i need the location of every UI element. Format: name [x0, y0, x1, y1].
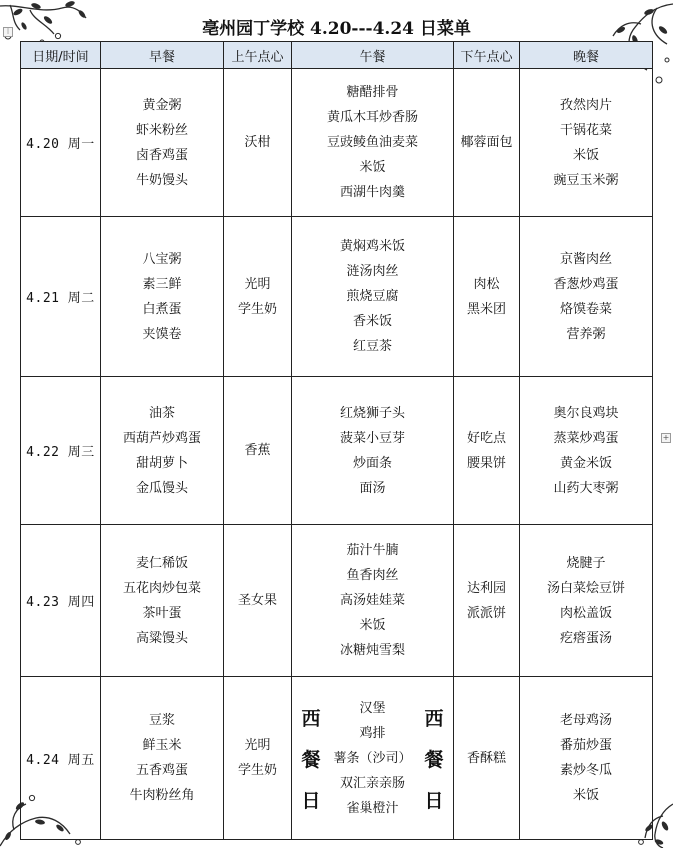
menu-item: 达利园	[466, 580, 506, 596]
menu-item: 麦仁稀饭	[135, 555, 188, 571]
menu-item: 五花肉炒包菜	[122, 580, 201, 596]
menu-item: 好吃点	[466, 430, 506, 446]
lunch-cell	[292, 525, 454, 677]
breakfast-cell	[101, 525, 224, 677]
afternoon-snack-cell	[454, 525, 520, 677]
menu-item: 烧腱子	[566, 555, 606, 571]
menu-item: 蒸菜炒鸡蛋	[553, 430, 619, 446]
western-day-lunch	[292, 696, 453, 821]
menu-item: 素三鲜	[142, 276, 182, 292]
menu-item: 黄金粥	[142, 97, 182, 113]
menu-item: 茄汁牛腩	[346, 543, 399, 558]
header-lunch: 午餐	[292, 42, 454, 69]
table-row	[21, 377, 653, 525]
menu-item: 香葱炒鸡蛋	[553, 276, 619, 292]
menu-item: 高粱馒头	[135, 630, 188, 646]
menu-item: 面汤	[359, 480, 386, 496]
menu-item: 京酱肉丝	[559, 251, 612, 267]
morning-snack-cell	[224, 377, 292, 525]
date-cell: 4.21 周二	[21, 217, 101, 377]
menu-item: 孜然肉片	[559, 97, 612, 113]
menu-item: 沃柑	[244, 135, 271, 150]
menu-item: 黄瓜木耳炒香肠	[326, 110, 418, 125]
menu-item: 西湖牛肉羹	[339, 185, 405, 200]
menu-item: 黄金米饭	[559, 455, 612, 471]
afternoon-snack-cell	[454, 217, 520, 377]
menu-item: 米饭	[572, 788, 599, 803]
afternoon-snack-cell	[454, 377, 520, 525]
date-cell: 4.22 周三	[21, 377, 101, 525]
menu-item: 光明	[244, 738, 271, 753]
menu-item: 西葫芦炒鸡蛋	[122, 430, 201, 446]
menu-item: 干锅花菜	[559, 122, 612, 138]
menu-item: 牛奶馒头	[135, 172, 188, 188]
lunch-cell	[292, 377, 454, 525]
menu-item: 黑米团	[466, 301, 506, 317]
menu-item: 鱼香肉丝	[346, 568, 399, 583]
menu-item: 香蕉	[244, 443, 271, 458]
menu-item: 虾米粉丝	[135, 122, 188, 138]
side-char: 餐	[301, 748, 321, 771]
dinner-cell	[520, 525, 653, 677]
menu-item: 奥尔良鸡块	[553, 405, 619, 421]
menu-item: 腰果饼	[466, 455, 506, 471]
breakfast-cell	[101, 377, 224, 525]
lunch-cell	[292, 217, 454, 377]
menu-item: 烙馍卷菜	[559, 301, 612, 317]
menu-item: 豆豉鲮鱼油麦菜	[326, 135, 418, 150]
menu-item: 牛肉粉丝角	[129, 788, 195, 803]
menu-item: 汤白菜烩豆饼	[546, 580, 625, 596]
table-row	[21, 69, 653, 217]
add-column-icon[interactable]: +	[662, 433, 670, 442]
menu-item: 米饭	[572, 147, 599, 163]
dinner-cell	[520, 217, 653, 377]
menu-item: 老母鸡汤	[559, 713, 612, 728]
menu-item: 米饭	[359, 618, 386, 633]
menu-item: 学生奶	[237, 763, 277, 778]
menu-item: 营养粥	[566, 326, 606, 342]
menu-item: 肉松	[473, 276, 500, 292]
menu-item: 卤香鸡蛋	[135, 147, 188, 163]
header-row	[21, 42, 653, 69]
morning-snack-cell	[224, 217, 292, 377]
table-move-handle-icon[interactable]: ⁝	[3, 27, 13, 37]
menu-item: 五香鸡蛋	[135, 763, 188, 778]
menu-item: 甜胡萝卜	[135, 455, 188, 471]
header-breakfast: 早餐	[101, 42, 224, 69]
menu-item: 派派饼	[466, 605, 506, 621]
side-char: 西	[424, 707, 444, 730]
menu-item: 疙瘩蛋汤	[559, 630, 612, 646]
menu-table	[20, 41, 653, 840]
menu-item: 汉堡	[359, 700, 386, 716]
menu-item: 涟汤肉丝	[346, 264, 399, 279]
menu-item: 红烧狮子头	[339, 405, 405, 421]
menu-item: 肉松盖饭	[559, 605, 612, 621]
menu-item: 光明	[244, 276, 271, 292]
menu-item: 红豆茶	[352, 339, 392, 354]
menu-item: 双汇亲亲肠	[339, 775, 405, 791]
afternoon-snack-cell	[454, 677, 520, 840]
menu-item: 冰糖炖雪梨	[339, 643, 405, 658]
menu-item: 雀巢橙汁	[346, 800, 399, 816]
morning-snack-cell	[224, 525, 292, 677]
afternoon-snack-cell	[454, 69, 520, 217]
menu-item: 八宝粥	[142, 251, 182, 267]
menu-item: 豌豆玉米粥	[553, 172, 619, 188]
date-cell: 4.23 周四	[21, 525, 101, 677]
menu-item: 鸡排	[359, 725, 386, 741]
menu-item: 金瓜馒头	[135, 480, 188, 496]
menu-item: 油茶	[148, 405, 175, 421]
menu-item: 香酥糕	[466, 750, 506, 766]
menu-item: 高汤娃娃菜	[339, 593, 405, 608]
menu-item: 椰蓉面包	[460, 135, 513, 150]
dinner-cell	[520, 377, 653, 525]
menu-item: 豆浆	[148, 713, 175, 728]
side-char: 餐	[424, 748, 444, 771]
menu-item: 黄焖鸡米饭	[339, 239, 405, 254]
menu-item: 香米饭	[352, 314, 392, 329]
side-char: 日	[424, 789, 444, 812]
breakfast-cell	[101, 217, 224, 377]
menu-item: 圣女果	[237, 593, 277, 608]
date-cell: 4.24 周五	[21, 677, 101, 840]
table-row	[21, 217, 653, 377]
menu-item: 素炒冬瓜	[559, 763, 612, 778]
dinner-cell	[520, 677, 653, 840]
lunch-cell	[292, 677, 454, 840]
breakfast-cell	[101, 69, 224, 217]
header-afternoon-snack: 下午点心	[454, 42, 520, 69]
header-date: 日期/时间	[21, 42, 101, 69]
page-title: 亳州园丁学校 4.20---4.24 日菜单	[202, 19, 471, 39]
dinner-cell	[520, 69, 653, 217]
menu-item: 菠菜小豆芽	[339, 430, 405, 446]
menu-item: 煎烧豆腐	[346, 289, 399, 304]
morning-snack-cell	[224, 69, 292, 217]
menu-item: 番茄炒蛋	[559, 738, 612, 753]
menu-item: 学生奶	[237, 301, 277, 317]
breakfast-cell	[101, 677, 224, 840]
menu-item: 夹馍卷	[142, 326, 182, 342]
side-char: 西	[301, 707, 321, 730]
header-morning-snack: 上午点心	[224, 42, 292, 69]
western-day-right-label	[421, 704, 447, 813]
menu-item: 白煮蛋	[142, 301, 182, 317]
menu-item: 茶叶蛋	[142, 605, 182, 621]
table-row	[21, 677, 653, 840]
menu-item: 米饭	[359, 160, 386, 175]
header-dinner: 晚餐	[520, 42, 653, 69]
western-day-left-label	[298, 704, 324, 813]
menu-item: 鲜玉米	[142, 738, 182, 753]
menu-item: 糖醋排骨	[346, 85, 399, 100]
menu-item: 薯条（沙司）	[333, 750, 412, 766]
table-row	[21, 525, 653, 677]
morning-snack-cell	[224, 677, 292, 840]
lunch-cell	[292, 69, 454, 217]
western-lunch-items	[324, 696, 421, 821]
menu-item: 炒面条	[352, 455, 392, 471]
side-char: 日	[301, 789, 321, 812]
menu-item: 山药大枣粥	[553, 480, 619, 496]
date-cell: 4.20 周一	[21, 69, 101, 217]
